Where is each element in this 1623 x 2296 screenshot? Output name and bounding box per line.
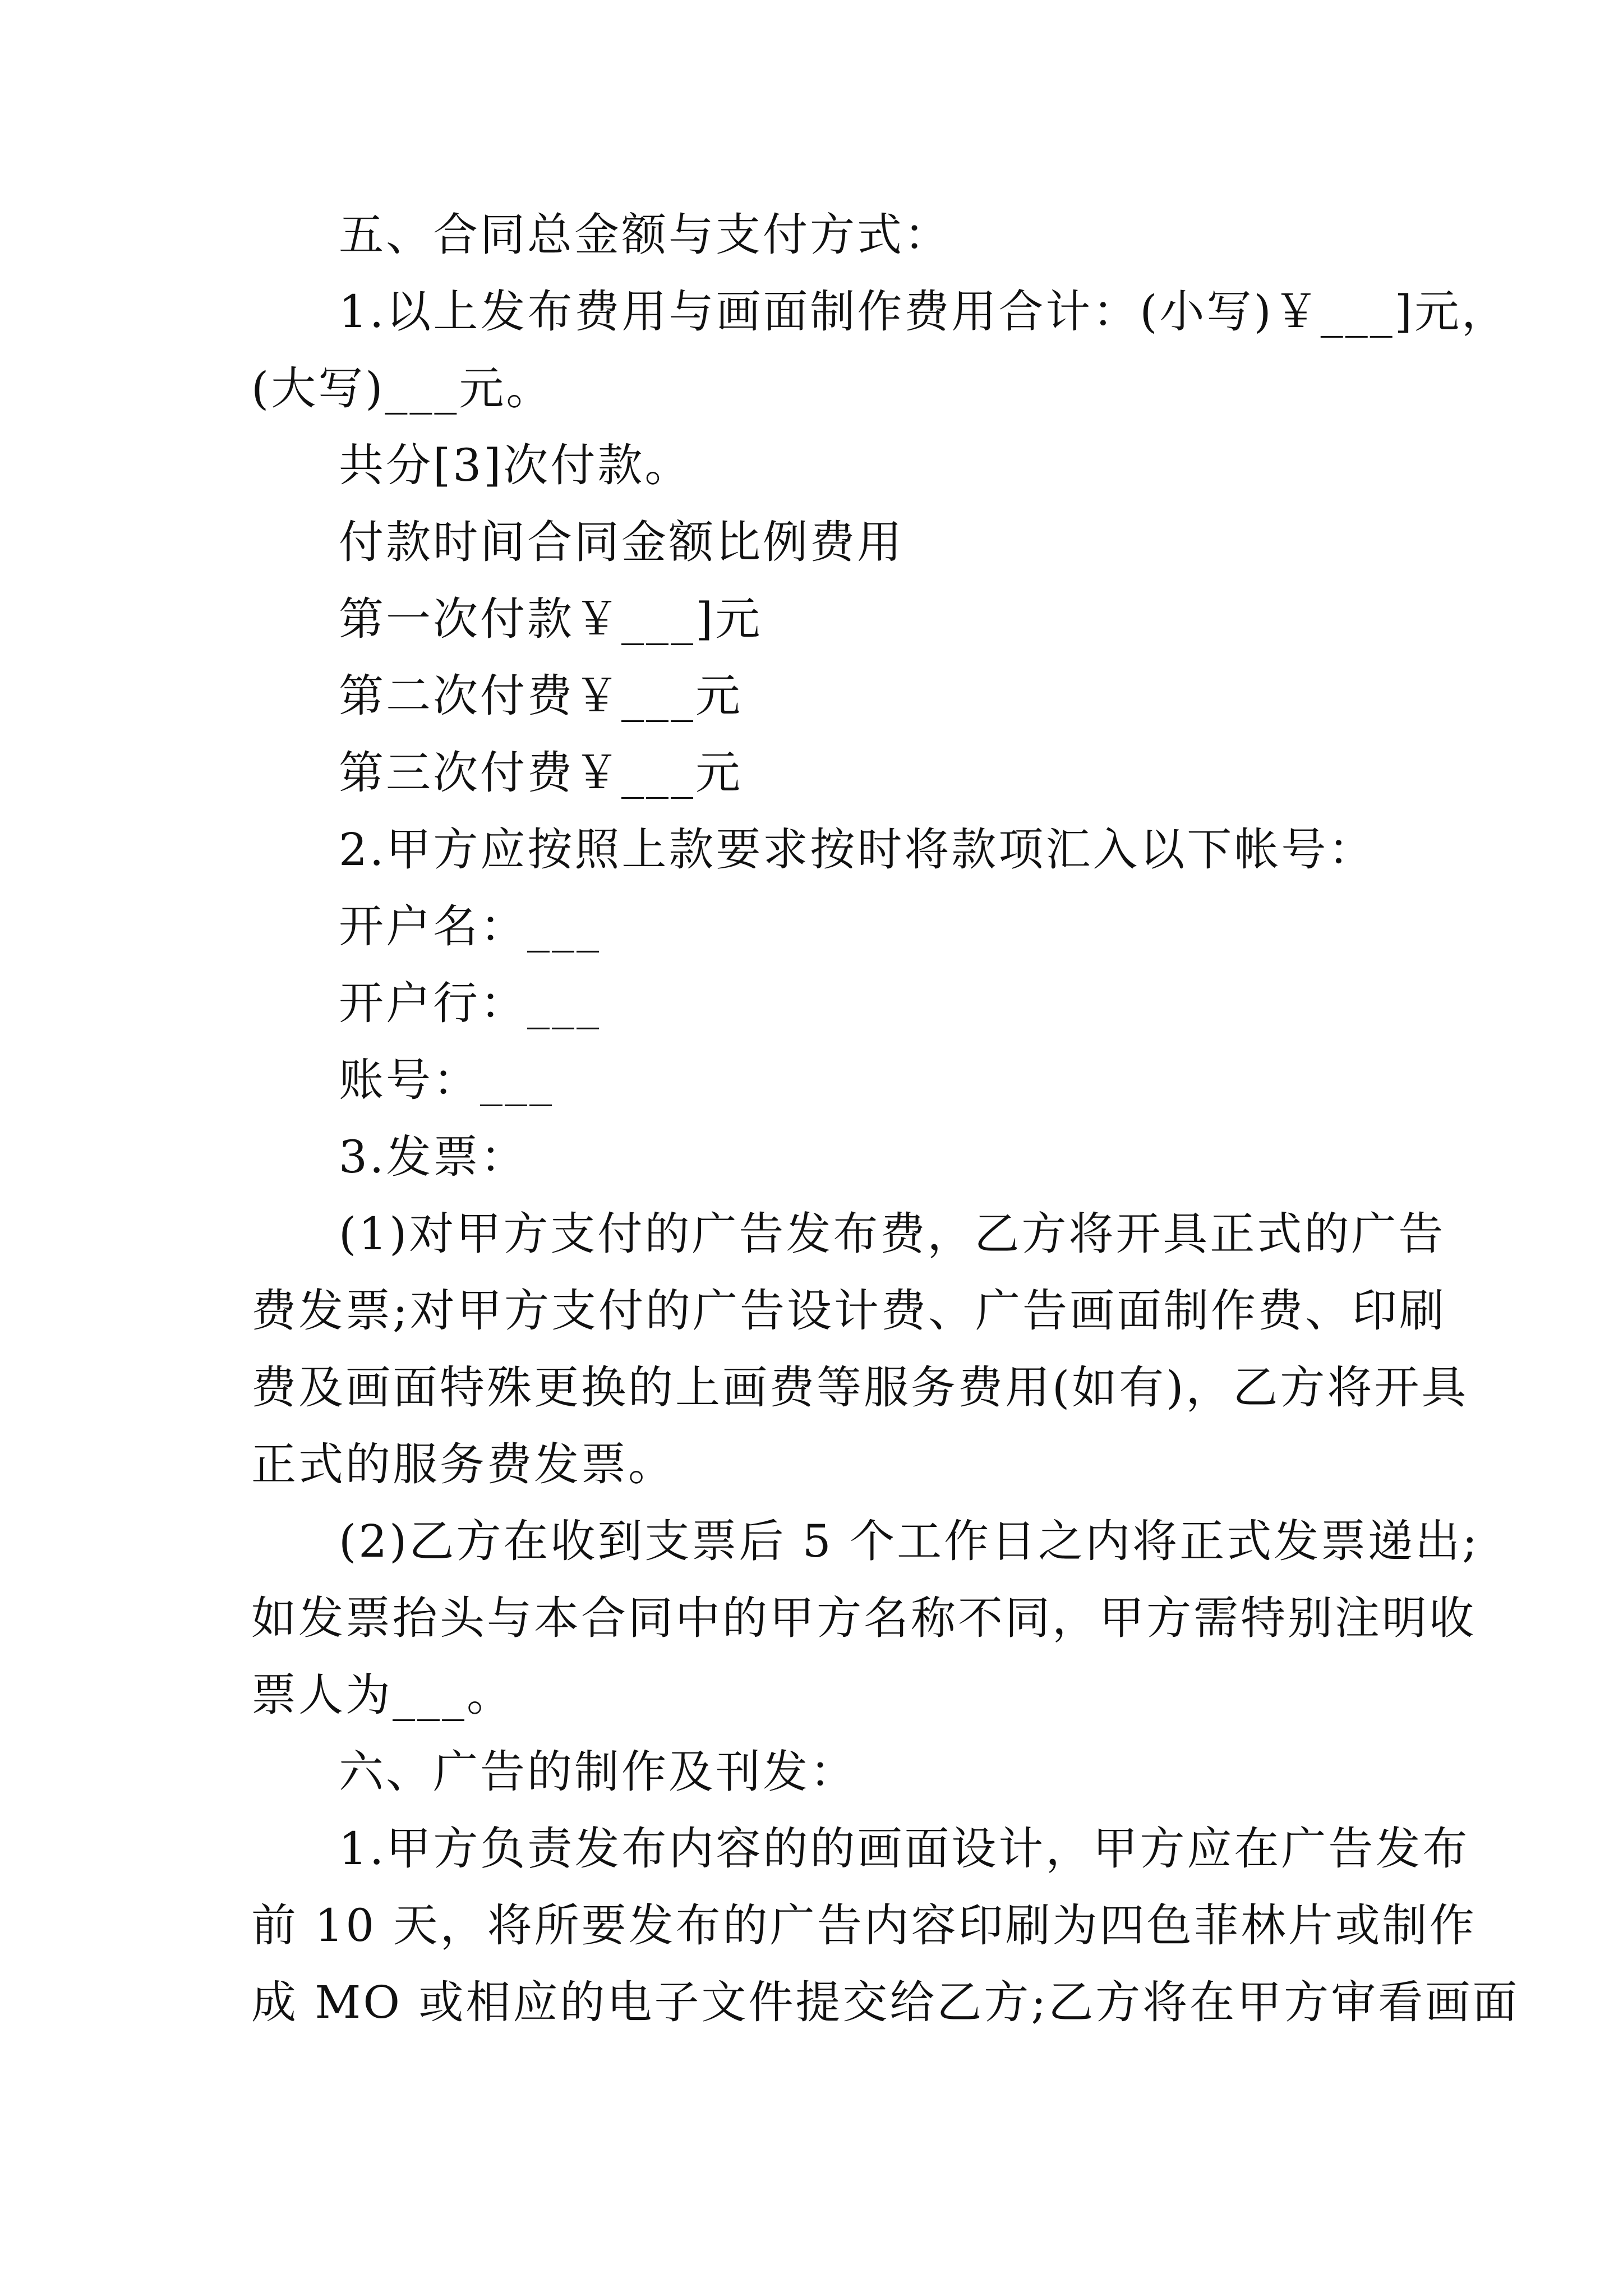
paragraph-line: 费发票;对甲方支付的广告设计费、广告画面制作费、印刷 <box>251 1285 1446 1337</box>
paragraph-line: 3.发票： <box>339 1131 528 1183</box>
paragraph-line: 第三次付费￥___元 <box>339 747 743 799</box>
paragraph-line: (大写)___元。 <box>251 362 554 415</box>
section-heading-production: 六、广告的制作及刊发： <box>339 1746 857 1798</box>
paragraph-line: 成 MO 或相应的电子文件提交给乙方;乙方将在甲方审看画面 <box>251 1976 1520 2028</box>
section-heading-payment: 五、合同总金额与支付方式： <box>339 209 951 261</box>
paragraph-line: 第二次付费￥___元 <box>339 670 743 722</box>
paragraph-line: 1.甲方负责发布内容的的画面设计，甲方应在广告发布 <box>339 1823 1470 1875</box>
paragraph-line: (2)乙方在收到支票后 5 个工作日之内将正式发票递出; <box>339 1515 1480 1567</box>
paragraph-line: 票人为___。 <box>251 1669 514 1721</box>
paragraph-line: 账号：___ <box>339 1054 554 1106</box>
paragraph-line: 开户行：___ <box>339 977 601 1029</box>
paragraph-line: (1)对甲方支付的广告发布费，乙方将开具正式的广告 <box>339 1208 1446 1260</box>
paragraph-line: 正式的服务费发票。 <box>251 1438 675 1490</box>
paragraph-line: 前 10 天，将所要发布的广告内容印刷为四色菲林片或制作 <box>251 1899 1477 1952</box>
paragraph-line: 2.甲方应按照上款要求按时将款项汇入以下帐号： <box>339 823 1376 876</box>
paragraph-line: 第一次付款￥___]元 <box>339 593 763 645</box>
document-body <box>251 196 1520 2041</box>
paragraph-line: 共分[3]次付款。 <box>339 439 692 491</box>
paragraph-line: 1.以上发布费用与画面制作费用合计：(小写)￥___]元， <box>339 286 1509 338</box>
paragraph-line: 如发票抬头与本合同中的甲方名称不同，甲方需特别注明收 <box>251 1592 1476 1644</box>
paragraph-line: 开户名：___ <box>339 900 601 953</box>
paragraph-line: 付款时间合同金额比例费用 <box>339 516 904 568</box>
paragraph-line: 费及画面特殊更换的上画费等服务费用(如有)，乙方将开具 <box>251 1361 1469 1414</box>
